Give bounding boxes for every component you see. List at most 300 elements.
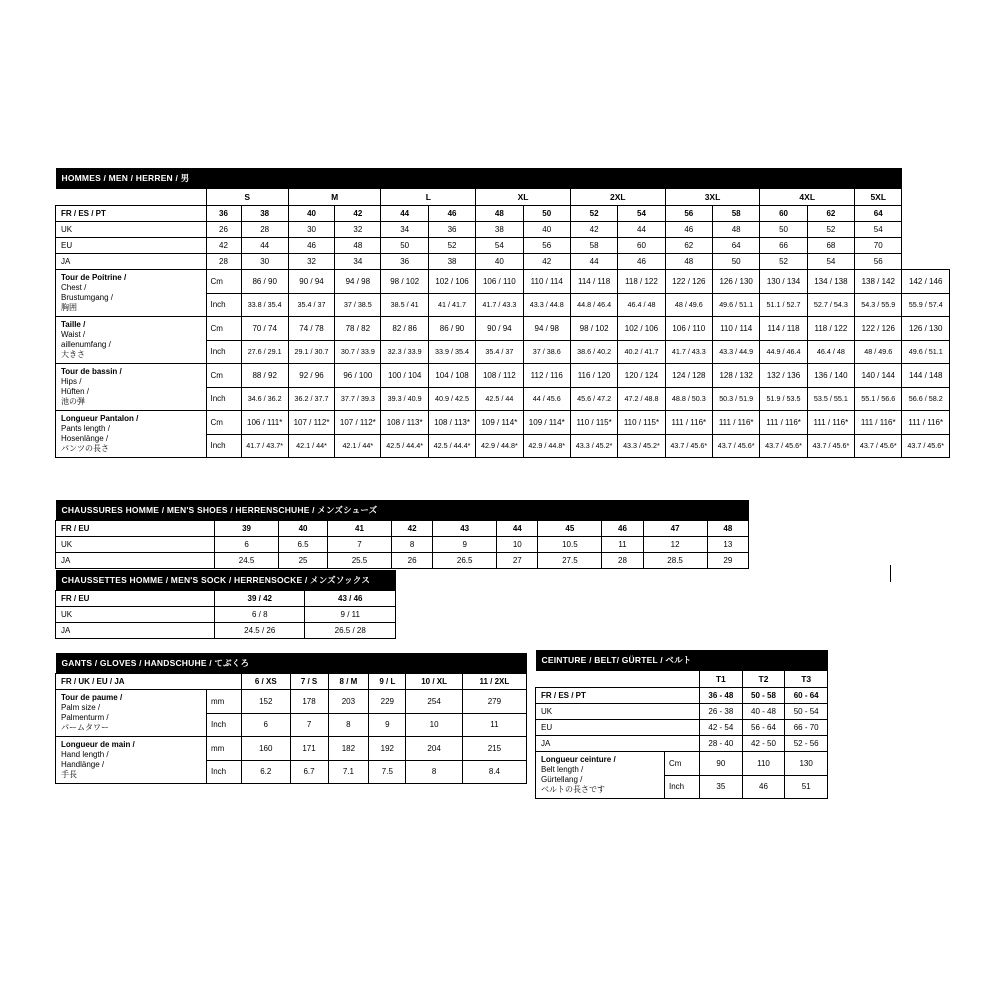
cell: 42 [392, 521, 433, 537]
cell: 7 / S [290, 674, 328, 690]
cell: 48.8 / 50.3 [665, 387, 712, 411]
cell: 42.5 / 44.4* [428, 434, 475, 458]
cell: 110 / 114 [523, 270, 570, 294]
cell: 111 / 116* [902, 411, 950, 435]
cell: 27 [497, 553, 538, 569]
unit-cm: Cm [665, 752, 700, 776]
measure-line: Taille / [61, 320, 86, 329]
mens-size-table [55, 168, 950, 458]
cell: 203 [328, 690, 369, 714]
table-row [56, 238, 950, 254]
belt-title-row [536, 650, 828, 671]
cell: 41 / 41.7 [428, 293, 475, 317]
table-row [56, 364, 950, 388]
table-row [536, 704, 828, 720]
table-row [56, 206, 950, 222]
cell: 100 / 104 [381, 364, 428, 388]
cell: 50 [381, 238, 428, 254]
cell: 109 / 114* [476, 411, 523, 435]
row-label-fr-eu: FR / EU [56, 591, 215, 607]
table-row [56, 537, 749, 553]
cell: 118 / 122 [807, 317, 854, 341]
cell: 126 / 130 [902, 317, 950, 341]
cell: 7.1 [328, 760, 369, 784]
cell: 39 / 42 [215, 591, 305, 607]
tier-t3: T3 [785, 671, 828, 688]
cell: 25.5 [327, 553, 391, 569]
cell: 42.9 / 44.8* [476, 434, 523, 458]
cell: 122 / 126 [665, 270, 712, 294]
unit-inch: Inch [206, 340, 241, 364]
cell: 52.7 / 54.3 [807, 293, 854, 317]
cell: 46 [742, 775, 785, 799]
measure-line: Brustumgang / [61, 293, 114, 302]
tier-t2: T2 [742, 671, 785, 688]
cell: 48 / 49.6 [665, 293, 712, 317]
cell: 60 [760, 206, 807, 222]
group-5xl: 5XL [855, 189, 902, 206]
measure-label-hand-length [56, 737, 207, 784]
cell: 130 [785, 752, 828, 776]
cell: 55.1 / 56.6 [855, 387, 902, 411]
cell: 43.3 / 45.2* [570, 434, 617, 458]
socks-title: CHAUSSETTES HOMME / MEN'S SOCK / HERRENSOCKE / メンズソックス [56, 570, 396, 591]
cell: 142 / 146 [902, 270, 950, 294]
row-label-ja: JA [56, 623, 215, 639]
measure-line: Hand length / [61, 750, 109, 759]
group-4xl: 4XL [760, 189, 855, 206]
unit-mm: mm [207, 737, 242, 761]
cell: 43.7 / 45.6* [807, 434, 854, 458]
cell: 7.5 [369, 760, 406, 784]
group-2xl: 2XL [570, 189, 665, 206]
cell: 36 [428, 222, 475, 238]
table-row [56, 270, 950, 294]
cell: 10 [497, 537, 538, 553]
cell: 110 / 114 [713, 317, 760, 341]
cell: 110 [742, 752, 785, 776]
cell: 49.6 / 51.1 [713, 293, 760, 317]
unit-cm: Cm [206, 364, 241, 388]
table-row [536, 752, 828, 776]
cell: 41.7 / 43.3 [476, 293, 523, 317]
cell: 62 [807, 206, 854, 222]
cell: 8 [406, 760, 462, 784]
measure-line: Palmenturm / [61, 713, 109, 722]
cell: 44 [497, 521, 538, 537]
cell: 10 [406, 713, 462, 737]
cell: 46 [428, 206, 475, 222]
cell: 114 / 118 [570, 270, 617, 294]
cell: 35.4 / 37 [476, 340, 523, 364]
table-row [56, 553, 749, 569]
cell: 41.7 / 43.7* [241, 434, 288, 458]
mens-group-header-row [56, 189, 950, 206]
cell: 29 [707, 553, 748, 569]
cell: 36.2 / 37.7 [288, 387, 334, 411]
measure-label-hips [56, 364, 207, 411]
measure-line: Hosenlänge / [61, 434, 109, 443]
cell: 9 / L [369, 674, 406, 690]
measure-line: Tour de Poitrine / [61, 273, 127, 282]
cell: 12 [643, 537, 707, 553]
cell: 35 [700, 775, 743, 799]
cell: 44 / 45.6 [523, 387, 570, 411]
cell: 40 - 48 [742, 704, 785, 720]
cell: 48 [335, 238, 381, 254]
gloves-title-row [56, 653, 527, 674]
cell: 54 [476, 238, 523, 254]
cell: 10.5 [538, 537, 602, 553]
cell: 66 - 70 [785, 720, 828, 736]
cell: 39.3 / 40.9 [381, 387, 428, 411]
measure-line: aillenumfang / [61, 340, 111, 349]
cell: 25 [279, 553, 328, 569]
cell: 47 [643, 521, 707, 537]
cell: 111 / 116* [807, 411, 854, 435]
cell: 8 [328, 713, 369, 737]
socks-title-row [56, 570, 396, 591]
cell: 49.6 / 51.1 [902, 340, 950, 364]
cell: 6 / 8 [215, 607, 305, 623]
cell: 62 [665, 238, 712, 254]
cell: 29.1 / 30.7 [288, 340, 334, 364]
cell: 54 [618, 206, 665, 222]
table-row [536, 736, 828, 752]
mens-shoes-table [55, 500, 749, 569]
cell: 88 / 92 [241, 364, 288, 388]
measure-line: Longueur Pantalon / [61, 414, 139, 423]
cell: 111 / 116* [760, 411, 807, 435]
cell: 6 [215, 537, 279, 553]
cell: 92 / 96 [288, 364, 334, 388]
cell: 33.9 / 35.4 [428, 340, 475, 364]
cell: 42 [206, 238, 241, 254]
cell: 13 [707, 537, 748, 553]
cell: 54.3 / 55.9 [855, 293, 902, 317]
belt-tier-header-row [536, 671, 828, 688]
cell: 44 [618, 222, 665, 238]
cell: 66 [760, 238, 807, 254]
cell: 53.5 / 55.1 [807, 387, 854, 411]
shoes-title: CHAUSSURES HOMME / MEN'S SHOES / HERRENSCHUHE / メンズシューズ [56, 500, 749, 521]
unit-inch: Inch [665, 775, 700, 799]
cell: 35.4 / 37 [288, 293, 334, 317]
cell: 42.1 / 44* [288, 434, 334, 458]
cell: 28 [241, 222, 288, 238]
row-label-ja: JA [56, 254, 207, 270]
cell: 64 [713, 238, 760, 254]
measure-line: Handlänge / [61, 760, 105, 769]
unit-inch: Inch [207, 760, 242, 784]
cell: 43.7 / 45.6* [760, 434, 807, 458]
cell: 56 [665, 206, 712, 222]
gloves-table [55, 653, 527, 784]
cell: 98 / 102 [570, 317, 617, 341]
cell: 43.7 / 45.6* [902, 434, 950, 458]
cell: 182 [328, 737, 369, 761]
cell: 46 [665, 222, 712, 238]
cell: 52 [760, 254, 807, 270]
cell: 9 / 11 [305, 607, 396, 623]
cell: 41 [327, 521, 391, 537]
unit-cm: Cm [206, 317, 241, 341]
cell: 52 - 56 [785, 736, 828, 752]
cell: 171 [290, 737, 328, 761]
measure-line: Hüften / [61, 387, 90, 396]
cell: 44 [381, 206, 428, 222]
cell: 70 / 74 [241, 317, 288, 341]
cell: 40 [476, 254, 523, 270]
belt-table [535, 650, 828, 799]
measure-label-pants-length [56, 411, 207, 458]
cell: 50.3 / 51.9 [713, 387, 760, 411]
measure-line: ベルトの長さです [541, 785, 605, 794]
cell: 43 / 46 [305, 591, 396, 607]
cell: 111 / 116* [855, 411, 902, 435]
mens-socks-table [55, 570, 396, 639]
cell: 254 [406, 690, 462, 714]
cell: 106 / 111* [241, 411, 288, 435]
cell: 36 [381, 254, 428, 270]
cell: 82 / 86 [381, 317, 428, 341]
cell: 74 / 78 [288, 317, 334, 341]
cell: 111 / 116* [713, 411, 760, 435]
cell: 108 / 113* [381, 411, 428, 435]
measure-line: パームタワー [61, 723, 109, 732]
cell: 26 [392, 553, 433, 569]
row-label-ja: JA [56, 553, 215, 569]
cell: 54 [807, 254, 854, 270]
measure-line: Longueur ceinture / [541, 755, 616, 764]
gloves-title: GANTS / GLOVES / HANDSCHUHE / てぶくろ [56, 653, 527, 674]
cell: 55.9 / 57.4 [902, 293, 950, 317]
cell: 56 [523, 238, 570, 254]
unit-inch: Inch [206, 434, 241, 458]
table-row [56, 674, 527, 690]
group-s: S [206, 189, 288, 206]
cell: 27.6 / 29.1 [241, 340, 288, 364]
cell: 43.3 / 44.9 [713, 340, 760, 364]
cell: 107 / 112* [288, 411, 334, 435]
cell: 126 / 130 [713, 270, 760, 294]
cell: 32 [335, 222, 381, 238]
table-row [56, 521, 749, 537]
cell: 86 / 90 [241, 270, 288, 294]
row-label-fr-es-pt: FR / ES / PT [56, 206, 207, 222]
cell: 6.5 [279, 537, 328, 553]
measure-line: 大きさ [61, 350, 85, 359]
cell: 48 [665, 254, 712, 270]
table-row [56, 623, 396, 639]
cell: 44.8 / 46.4 [570, 293, 617, 317]
row-label-uk: UK [536, 704, 700, 720]
cell: 42 [523, 254, 570, 270]
cell: 44.9 / 46.4 [760, 340, 807, 364]
cell: 6.7 [290, 760, 328, 784]
cell: 6 [242, 713, 291, 737]
row-label-uk: UK [56, 537, 215, 553]
measure-line: Hips / [61, 377, 82, 386]
cell: 128 / 132 [713, 364, 760, 388]
table-row [536, 688, 828, 704]
cell: 9 [369, 713, 406, 737]
cell: 28.5 [643, 553, 707, 569]
cell: 58 [570, 238, 617, 254]
cell: 104 / 108 [428, 364, 475, 388]
table-row [56, 254, 950, 270]
cell: 42.5 / 44.4* [381, 434, 428, 458]
row-label-uk: UK [56, 222, 207, 238]
cell: 160 [242, 737, 291, 761]
cell: 108 / 112 [476, 364, 523, 388]
cell: 90 / 94 [288, 270, 334, 294]
cell: 56 [855, 254, 902, 270]
cell: 78 / 82 [335, 317, 381, 341]
cell: 43 [433, 521, 497, 537]
cell: 24.5 / 26 [215, 623, 305, 639]
cell: 28 - 40 [700, 736, 743, 752]
cell: 98 / 102 [381, 270, 428, 294]
cell: 118 / 122 [618, 270, 665, 294]
table-row [56, 607, 396, 623]
cell: 34.6 / 36.2 [241, 387, 288, 411]
cell: 50 [760, 222, 807, 238]
table-row [56, 317, 950, 341]
unit-cm: Cm [206, 270, 241, 294]
cell: 51.1 / 52.7 [760, 293, 807, 317]
cell: 10 / XL [406, 674, 462, 690]
cell: 132 / 136 [760, 364, 807, 388]
row-label-ja: JA [536, 736, 700, 752]
row-label-fr-uk-eu-ja: FR / UK / EU / JA [56, 674, 242, 690]
cell: 120 / 124 [618, 364, 665, 388]
cell: 37 / 38.5 [335, 293, 381, 317]
cell: 32.3 / 33.9 [381, 340, 428, 364]
unit-mm: mm [207, 690, 242, 714]
cell: 94 / 98 [523, 317, 570, 341]
cell: 36 [206, 206, 241, 222]
measure-line: パンツの長さ [61, 444, 109, 453]
cell: 50 - 58 [742, 688, 785, 704]
cell: 130 / 134 [760, 270, 807, 294]
cell: 56 - 64 [742, 720, 785, 736]
cell: 56.6 / 58.2 [902, 387, 950, 411]
row-label-uk: UK [56, 607, 215, 623]
page-tick-mark [890, 565, 891, 582]
cell: 26 [206, 222, 241, 238]
cell: 42.5 / 44 [476, 387, 523, 411]
row-label-eu: EU [56, 238, 207, 254]
cell: 68 [807, 238, 854, 254]
row-label-fr-es-pt: FR / ES / PT [536, 688, 700, 704]
cell: 152 [242, 690, 291, 714]
cell: 38 [476, 222, 523, 238]
cell: 48 [476, 206, 523, 222]
cell: 8 [392, 537, 433, 553]
cell: 52 [570, 206, 617, 222]
cell: 124 / 128 [665, 364, 712, 388]
cell: 106 / 110 [476, 270, 523, 294]
measure-label-waist [56, 317, 207, 364]
mens-title-row [56, 168, 950, 189]
measure-line: 手長 [61, 770, 77, 779]
cell: 96 / 100 [335, 364, 381, 388]
cell: 40 [523, 222, 570, 238]
cell: 204 [406, 737, 462, 761]
cell: 215 [462, 737, 526, 761]
measure-line: Tour de paume / [61, 693, 123, 702]
measure-label-palm-size [56, 690, 207, 737]
measure-line: 池の弾 [61, 397, 85, 406]
cell: 60 [618, 238, 665, 254]
cell: 70 [855, 238, 902, 254]
cell: 58 [713, 206, 760, 222]
cell: 28 [206, 254, 241, 270]
cell: 42 - 50 [742, 736, 785, 752]
cell: 136 / 140 [807, 364, 854, 388]
cell: 138 / 142 [855, 270, 902, 294]
cell: 44 [570, 254, 617, 270]
cell: 94 / 98 [335, 270, 381, 294]
cell: 45.6 / 47.2 [570, 387, 617, 411]
cell: 109 / 114* [523, 411, 570, 435]
measure-line: Palm size / [61, 703, 101, 712]
cell: 28 [602, 553, 643, 569]
cell: 40 [288, 206, 334, 222]
cell: 34 [335, 254, 381, 270]
group-3xl: 3XL [665, 189, 760, 206]
cell: 34 [381, 222, 428, 238]
measure-line: Longueur de main / [61, 740, 135, 749]
shoes-title-row [56, 500, 749, 521]
cell: 40.9 / 42.5 [428, 387, 475, 411]
cell: 41.7 / 43.3 [665, 340, 712, 364]
cell: 43.3 / 44.8 [523, 293, 570, 317]
cell: 40.2 / 41.7 [618, 340, 665, 364]
cell: 27.5 [538, 553, 602, 569]
cell: 33.8 / 35.4 [241, 293, 288, 317]
unit-cm: Cm [206, 411, 241, 435]
cell: 42 [570, 222, 617, 238]
table-row [56, 591, 396, 607]
cell: 46.4 / 48 [807, 340, 854, 364]
cell: 37.7 / 39.3 [335, 387, 381, 411]
group-xl: XL [476, 189, 571, 206]
table-row [56, 690, 527, 714]
cell: 26.5 / 28 [305, 623, 396, 639]
cell: 122 / 126 [855, 317, 902, 341]
cell: 48 / 49.6 [855, 340, 902, 364]
cell: 43.3 / 45.2* [618, 434, 665, 458]
cell: 46 [602, 521, 643, 537]
cell: 111 / 116* [665, 411, 712, 435]
cell: 192 [369, 737, 406, 761]
cell: 46 [618, 254, 665, 270]
cell: 37 / 38.6 [523, 340, 570, 364]
measure-line: Tour de bassin / [61, 367, 122, 376]
measure-line: Belt length / [541, 765, 584, 774]
cell: 107 / 112* [335, 411, 381, 435]
cell: 46 [288, 238, 334, 254]
cell: 8 / M [328, 674, 369, 690]
cell: 114 / 118 [760, 317, 807, 341]
cell: 6.2 [242, 760, 291, 784]
table-row [56, 411, 950, 435]
cell: 8.4 [462, 760, 526, 784]
cell: 279 [462, 690, 526, 714]
cell: 50 [713, 254, 760, 270]
